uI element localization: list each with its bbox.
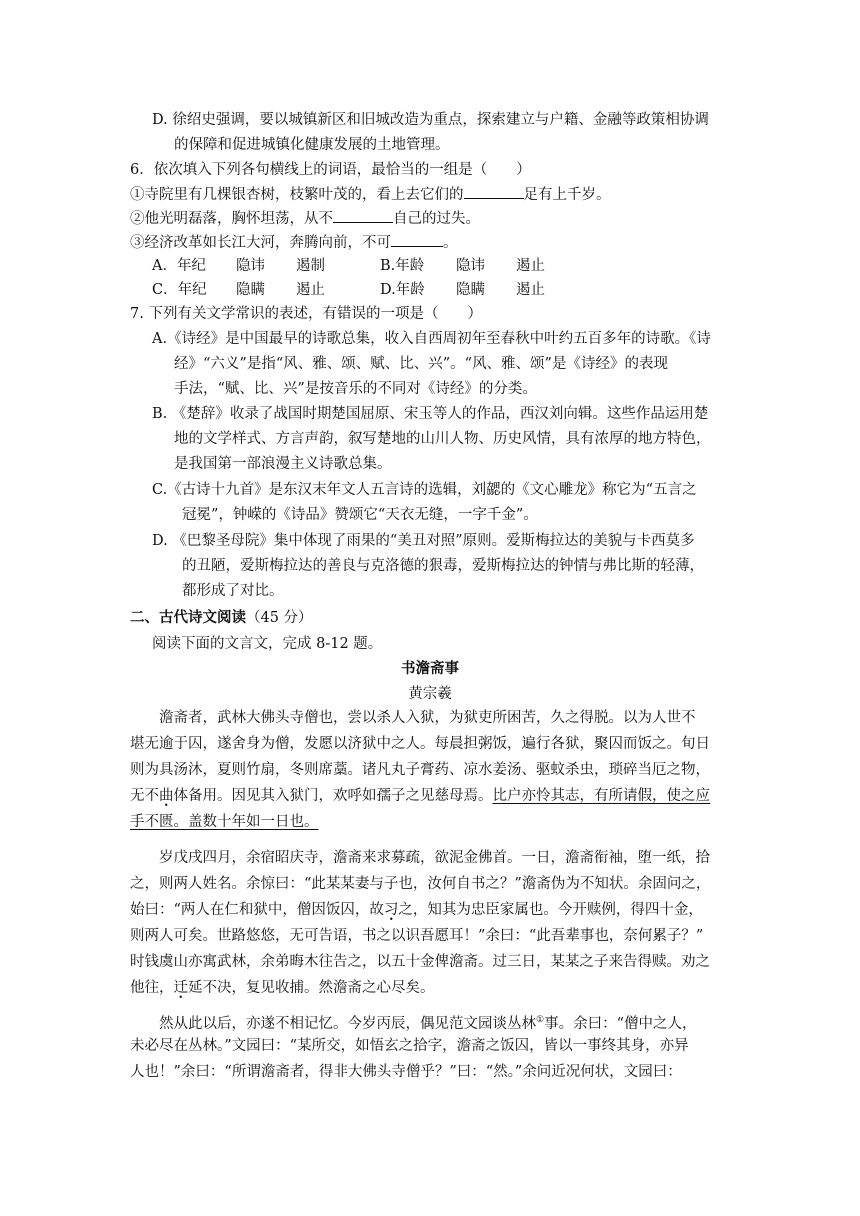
q7-option-a-line3: 手法，“赋、比、兴”是按音乐的不同对《诗经》的分类。 bbox=[174, 381, 537, 397]
p2-line5: 时钱虞山亦寓武林，余弟晦木往告之，以五十金俾澹斋。过三日，某某之子来告得赎。劝之 bbox=[130, 954, 710, 970]
q6-option-a-word2: 隐讳 bbox=[236, 258, 265, 274]
q7-option-d-line3: 都形成了对比。 bbox=[182, 583, 284, 599]
p1-line3: 则为具汤沐，夏则竹扇，冬则席藁。诸凡丸子膏药、凉水姜汤、驱蚊杀虫，琐碎当厄之物， bbox=[130, 762, 710, 778]
section2-score: （45 分） bbox=[246, 610, 313, 626]
underlined-sentence-part2: 手不匮。盖数十年如一日也。 bbox=[130, 814, 319, 830]
p2-l6-text-a: 他往， bbox=[130, 980, 174, 996]
emphasis-char-qian: 迁 bbox=[173, 980, 188, 996]
q6-s1-text-b: 足有上千岁。 bbox=[523, 187, 611, 203]
q6-option-c-word3: 遏止 bbox=[296, 282, 325, 298]
underlined-sentence-part1: 比户亦怜其志，有所请假，使之应 bbox=[492, 788, 710, 804]
q6-sentence-2 bbox=[130, 208, 480, 229]
footnote-marker: ① bbox=[536, 1015, 545, 1025]
p1-line4 bbox=[130, 786, 710, 806]
q6-option-b-label: B.年龄 bbox=[380, 258, 425, 274]
article-title: 书澹斋事 bbox=[401, 660, 459, 677]
p1-line1: 澹斋者，武林大佛头寺僧也，尝以杀人入狱，为狱吏所困苦，久之得脱。以为人世不 bbox=[159, 710, 696, 726]
q6-s2-text-b: 自己的过失。 bbox=[393, 211, 480, 227]
q7-option-d-line2: 的丑陋，爱斯梅拉达的善良与克洛德的狠毒，爱斯梅拉达的钟情与弗比斯的轻薄， bbox=[182, 558, 704, 574]
p2-l3-text-b: 之，知其为忠臣家属也。今开赎例，得四十金， bbox=[398, 902, 703, 918]
q6-s2-blank bbox=[333, 208, 393, 223]
p2-line4: 则两人可矣。世路悠悠，无可告语，书之以识吾愿耳！”余曰：“此吾辈事也，奈何累子？” bbox=[130, 928, 704, 944]
q6-sentence-1 bbox=[130, 184, 611, 205]
p1-l4-text-b: 体备用。因见其入狱门，欢呼如孺子之见慈母焉。 bbox=[173, 788, 493, 804]
q6-s2-text-a: ②他光明磊落，胸怀坦荡，从不 bbox=[130, 211, 333, 227]
q5-option-d-line1: D. 徐绍史强调，要以城镇新区和旧城改造为重点，探索建立与户籍、金融等政策相协调 bbox=[152, 112, 709, 128]
q6-sentence-3 bbox=[130, 232, 458, 253]
q5-option-d-line2: 的保障和促进城镇化健康发展的土地管理。 bbox=[174, 137, 450, 153]
q6-s1-blank bbox=[464, 184, 524, 199]
p1-line2: 堪无逾于囚，遂舍身为僧，发愿以济狱中之人。每晨担粥饭，遍行各狱，聚囚而饭之。旬日 bbox=[130, 736, 710, 752]
section2-title: 二、古代诗文阅读 bbox=[130, 609, 246, 626]
p2-line2: 之，则两人姓名。余惊曰：“此某某妻与子也，汝何自书之？”澹斋伪为不知状。余固问之， bbox=[130, 876, 711, 892]
p3-line3: 人也！”余曰：“所谓澹斋者，得非大佛头寺僧乎？”曰：“然。”余问近况何状，文园曰： bbox=[130, 1064, 682, 1080]
p1-l4-text-a: 无不 bbox=[130, 788, 159, 804]
p2-l3-text-a: 始曰：“两人在仁和狱中，僧因饭囚，故 bbox=[130, 902, 384, 918]
section2-instruction: 阅读下面的文言文，完成 8-12 题。 bbox=[152, 636, 383, 652]
p2-l6-text-b: 延不决，复见收捕。然澹斋之心尽矣。 bbox=[188, 980, 435, 996]
p3-l1-text-b: 事。余曰：“僧中之人， bbox=[544, 1015, 697, 1032]
p3-line2: 未必尽在丛林。”文园曰：“某所交，如悟玄之拾字，澹斋之饭囚，皆以一事终其身，亦异 bbox=[130, 1038, 689, 1054]
p2-line6 bbox=[130, 978, 435, 998]
article-author: 黄宗羲 bbox=[408, 686, 452, 702]
q7-option-a-line1: A.《诗经》是中国最早的诗歌总集，收入自西周初年至春秋中叶约五百多年的诗歌。《诗 bbox=[152, 331, 711, 347]
q6-s3-text-a: ③经济改革如长江大河，奔腾向前，不可 bbox=[130, 235, 391, 251]
q7-stem: 7. 下列有关文学常识的表述，有错误的一项是（ ） bbox=[130, 306, 482, 322]
q7-option-c-line2: 冠冕”，钟嵘的《诗品》赞颂它“天衣无缝，一字千金”。 bbox=[182, 507, 538, 523]
q6-option-b-word3: 遏止 bbox=[516, 258, 545, 274]
emphasis-char-qu: 曲 bbox=[159, 788, 174, 804]
section2-heading bbox=[130, 608, 313, 628]
q6-option-d-word3: 遏止 bbox=[516, 282, 545, 298]
q6-option-a-word3: 遏制 bbox=[296, 258, 325, 274]
q6-s3-blank bbox=[391, 232, 443, 247]
q6-option-c-label: C．年纪 bbox=[152, 282, 207, 298]
q7-option-d-line1: D. 《巴黎圣母院》集中体现了雨果的“美丑对照”原则。爱斯梅拉达的美貌与卡西莫多 bbox=[152, 533, 695, 549]
q7-option-b-line1: B. 《楚辞》收录了战国时期楚国屈原、宋玉等人的作品，西汉刘向辑。这些作品运用楚 bbox=[152, 406, 709, 422]
emphasis-char-xi: 习 bbox=[383, 902, 399, 918]
q6-s1-text-a: ①寺院里有几棵银杏树，枝繁叶茂的，看上去它们的 bbox=[130, 187, 464, 203]
q7-option-c-line1: C.《古诗十九首》是东汉末年文人五言诗的选辑，刘勰的《文心雕龙》称它为“五言之 bbox=[152, 482, 697, 498]
q7-option-b-line3: 是我国第一部浪漫主义诗歌总集。 bbox=[174, 456, 392, 472]
q7-option-b-line2: 地的文学样式、方言声韵，叙写楚地的山川人物、历史风情，具有浓厚的地方特色， bbox=[174, 431, 711, 447]
q6-option-c-word2: 隐瞒 bbox=[236, 282, 265, 298]
q6-option-d-label: D.年龄 bbox=[380, 282, 425, 298]
q6-option-a-label: A．年纪 bbox=[152, 258, 206, 274]
p1-line5 bbox=[130, 812, 319, 832]
p3-l1-text-a: 然从此以后，亦遂不相记忆。今岁丙辰，偶见范文园谈丛林 bbox=[159, 1015, 536, 1032]
q7-option-a-line2: 经》“六义”是指“风、雅、颂、赋、比、兴”。“风、雅、颂”是《诗经》的表现 bbox=[174, 356, 668, 372]
q6-option-b-word2: 隐讳 bbox=[456, 258, 485, 274]
p3-line1 bbox=[159, 1010, 697, 1034]
q6-stem: 6．依次填入下列各句横线上的词语，最恰当的一组是（ ） bbox=[130, 162, 531, 178]
p2-line3 bbox=[130, 900, 703, 920]
p2-line1: 岁戊戌四月，余宿昭庆寺，澹斋来求募疏，欲泥金佛首。一日，澹斋衔袖，堕一纸，拾 bbox=[159, 850, 710, 866]
q6-option-d-word2: 隐瞒 bbox=[456, 282, 485, 298]
q6-s3-text-b: 。 bbox=[443, 235, 458, 251]
